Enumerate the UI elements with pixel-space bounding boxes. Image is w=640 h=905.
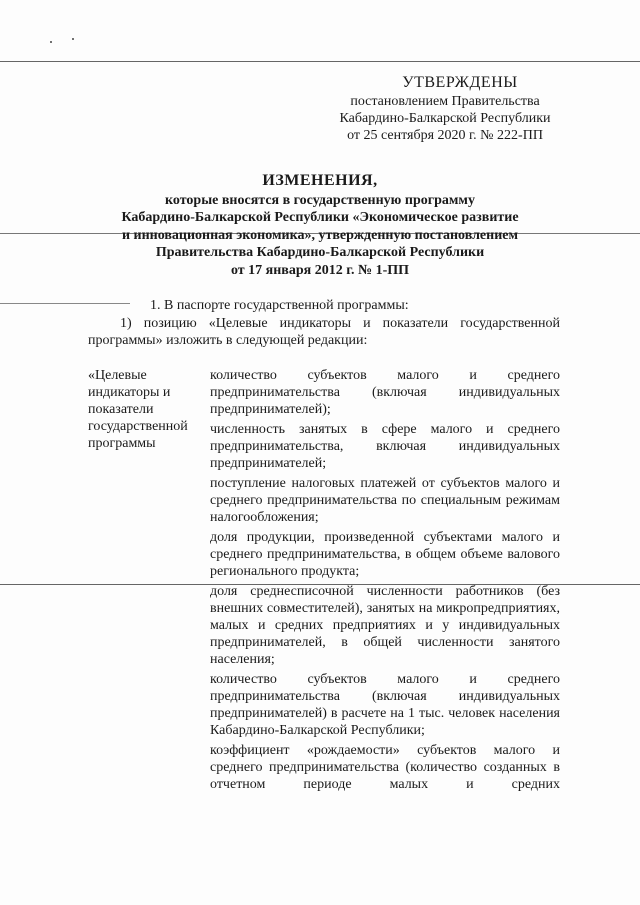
indicator-item: численность занятых в сфере малого и среднего предпринимательства, включая индивидуальных предпринимателей; [210,422,560,471]
scan-artifact-line [0,303,130,304]
title-line: и инновационная экономика», утвержденную постановлением [121,227,519,243]
scan-artifact-line [0,61,640,62]
indicators-label: «Целевые индикаторы и показатели государственной программы [88,368,188,451]
indicators-list [210,367,560,796]
scan-speck [72,38,74,40]
scan-speck [50,41,52,43]
item-1: 1. В паспорте государственной программы: [150,298,409,313]
title-line: от 17 января 2012 г. № 1-ПП [230,262,410,278]
title-line: которые вносятся в государственную программу [165,192,475,208]
title-main: ИЗМЕНЕНИЯ, [262,172,378,189]
approval-stamp [330,74,560,144]
indicator-item: коэффициент «рождаемости» субъектов малого и среднего предпринимательства (количество созданных в отчетном периоде малых и средних [210,743,560,792]
indicator-item: количество субъектов малого и среднего предпринимательства (включая индивидуальных предпринимателей) в расчете на 1 тыс. человек населения Кабардино-Балкарской Республики; [210,672,560,738]
approval-line: постановлением Правительства [350,94,540,109]
indicator-item: доля среднесписочной численности работников (без внешних совместителей), занятых на микропредприятиях, малых и средних предприятиях и у индивидуальных предпринимателей, в общей численности занятого населения; [210,584,560,667]
indicator-item: доля продукции, произведенной субъектами малого и среднего предпринимательства, в общем объеме валового регионального продукта; [210,530,560,579]
indicator-item: поступление налоговых платежей от субъектов малого и среднего предпринимательства по специальным режимам налогообложения; [210,476,560,525]
approval-line: Кабардино-Балкарской Республики [339,111,551,126]
title-line: Правительства Кабардино-Балкарской Республики [155,245,485,260]
item-1-1: 1) позицию «Целевые индикаторы и показатели государственной программы» изложить в следующей редакции: [88,316,560,348]
document-title [92,172,548,279]
approval-heading: УТВЕРЖДЕНЫ [402,74,518,91]
indicator-item: количество субъектов малого и среднего предпринимательства (включая индивидуальных предпринимателей); [210,368,560,417]
approval-line: от 25 сентября 2020 г. № 222-ПП [347,128,543,143]
title-line: Кабардино-Балкарской Республики «Экономическое развитие [121,210,519,225]
